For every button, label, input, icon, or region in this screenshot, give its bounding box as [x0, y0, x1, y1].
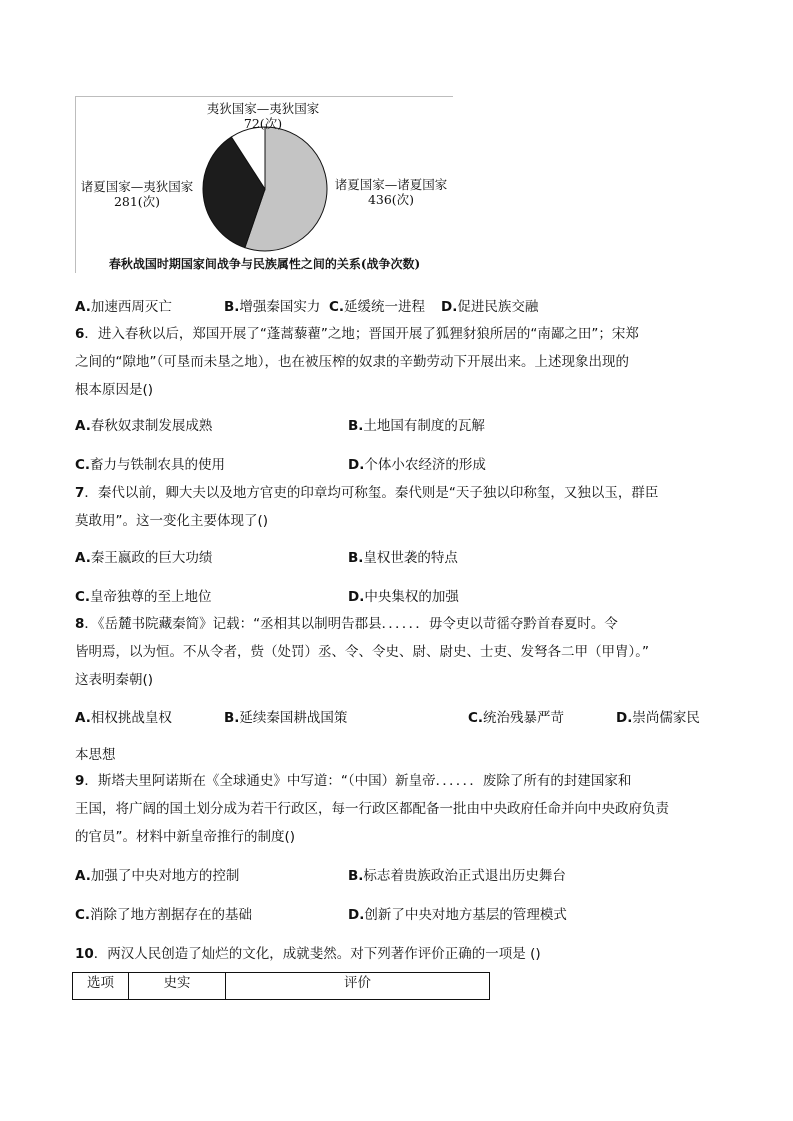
q10-table: [72, 972, 490, 1000]
q6-option-b: B.土地国有制度的瓦解: [348, 418, 485, 434]
pie-label-zhuxia-yidi: 诸夏国家—夷狄国家 281(次): [80, 179, 194, 209]
q8-option-d: D.崇尚儒家民: [616, 710, 700, 726]
q6-stem-line-3: 根本原因是(): [75, 382, 154, 398]
q7-option-d: D.中央集权的加强: [348, 589, 459, 605]
pie-label-yidi-yidi: 夷狄国家—夷狄国家 72(次): [206, 101, 320, 131]
q9-stem-line-1: 9．斯塔夫里阿诺斯在《全球通史》中写道：“（中国）新皇帝．．．．．．废除了所有的封建国家和: [75, 773, 632, 789]
pie-label-zhuxia-zhuxia: 诸夏国家—诸夏国家 436(次): [334, 177, 448, 207]
q6-stem-line-1: 6．进入春秋以后，郑国开展了“蓬蒿藜藋”之地；晋国开展了狐狸豺狼所居的“南鄙之田”；宋郑: [75, 326, 639, 342]
q8-option-d-continuation: 本思想: [75, 747, 116, 763]
q9-stem-line-3: 的官员”。材料中新皇帝推行的制度(): [75, 829, 296, 845]
q8-option-c: C.统治残暴严苛: [468, 710, 565, 726]
q10-stem: 10．两汉人民创造了灿烂的文化，成就斐然。对下列著作评价正确的一项是 (): [75, 946, 541, 962]
q7-option-c: C.皇帝独尊的至上地位: [75, 589, 212, 605]
q7-stem-line-2: 莫敢用”。这一变化主要体现了(): [75, 513, 269, 529]
q6-option-c: C.畜力与铁制农具的使用: [75, 457, 226, 473]
q5-option-d: D.促进民族交融: [441, 299, 539, 315]
table-header-evaluation: 评价: [226, 973, 490, 1000]
q8-stem-line-3: 这表明秦朝(): [75, 672, 154, 688]
q9-option-b: B.标志着贵族政治正式退出历史舞台: [348, 868, 566, 884]
pie-chart-figure: [75, 96, 453, 273]
table-header-fact: 史实: [129, 973, 226, 1000]
q7-option-a: A.秦王嬴政的巨大功绩: [75, 550, 213, 566]
q5-option-a: A.加速西周灭亡: [75, 299, 172, 315]
q6-stem-line-2: 之间的“隙地”（可垦而未垦之地），也在被压榨的奴隶的辛勤劳动下开展出来。上述现象出现的: [75, 354, 629, 370]
table-header-row: [73, 973, 490, 1000]
q9-option-c: C.消除了地方割据存在的基础: [75, 907, 253, 923]
q7-option-b: B.皇权世袭的特点: [348, 550, 458, 566]
q9-option-a: A.加强了中央对地方的控制: [75, 868, 240, 884]
q6-option-d: D.个体小农经济的形成: [348, 457, 486, 473]
q8-stem-line-2: 皆明焉，以为恒。不从令者，赀（处罚）丞、令、令史、尉、尉史、士吏、发弩各二甲（甲胄）。”: [75, 644, 649, 660]
q8-stem-line-1: 8．《岳麓书院藏秦简》记载：“丞相其以制明告郡县．．．．．．毋令吏以苛徭夺黔首春夏时。令: [75, 616, 618, 632]
q9-stem-line-2: 王国，将广阔的国土划分成为若干行政区，每一行政区都配备一批由中央政府任命并向中央政府负责: [75, 801, 669, 817]
q5-option-c: C.延缓统一进程: [329, 299, 426, 315]
q6-option-a: A.春秋奴隶制发展成熟: [75, 418, 213, 434]
q7-stem-line-1: 7．秦代以前，卿大夫以及地方官吏的印章均可称玺。秦代则是“天子独以印称玺，又独以玉，群臣: [75, 485, 659, 501]
figure-caption: 春秋战国时期国家间战争与民族属性之间的关系(战争次数): [108, 257, 421, 271]
table-header-option: 选项: [73, 973, 129, 1000]
q9-option-d: D.创新了中央对地方基层的管理模式: [348, 907, 567, 923]
q5-option-b: B.增强秦国实力: [224, 299, 321, 315]
q8-option-b: B.延续秦国耕战国策: [224, 710, 348, 726]
q8-option-a: A.相权挑战皇权: [75, 710, 172, 726]
